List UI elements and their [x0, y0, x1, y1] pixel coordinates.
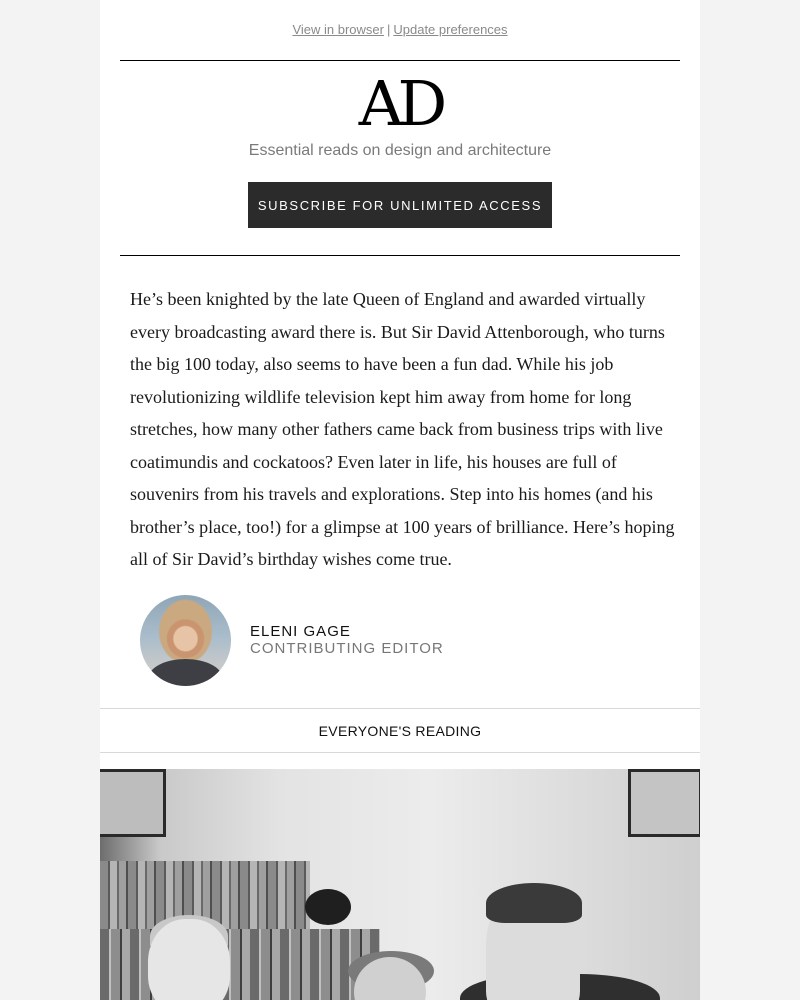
- author-role: CONTRIBUTING EDITOR: [250, 640, 444, 657]
- update-preferences-link[interactable]: Update preferences: [393, 22, 508, 37]
- author-avatar: [140, 595, 231, 686]
- section-title: EVERYONE'S READING: [318, 722, 482, 739]
- section-header: [100, 708, 700, 753]
- preheader: [100, 22, 700, 37]
- top-divider: [120, 60, 680, 61]
- tagline: Essential reads on design and architecture: [248, 142, 552, 159]
- subscribe-button[interactable]: SUBSCRIBE FOR UNLIMITED ACCESS: [248, 182, 552, 228]
- article-photo[interactable]: [100, 769, 700, 1000]
- author-block: [140, 595, 660, 687]
- intro-paragraph: He’s been knighted by the late Queen of England and awarded virtually every broadcasting award there is. But Sir David Attenborough, who turns the big 100 today, also seems to have been a fun dad. While his job revolutionizing wildlife television kept him away from home for long stretches, how many other fathers came back from business trips with live coatimundis and cockatoos? Even later in life, his houses are full of souvenirs from his travels and explorations. Step into his homes (and his brother’s place, too!) for a glimpse at 100 years of brilliance. Here’s hoping all of Sir David’s birthday wishes come true.: [130, 289, 675, 569]
- email-container: [100, 0, 700, 1000]
- ad-logo[interactable]: AD: [358, 67, 442, 140]
- view-in-browser-link[interactable]: View in browser: [292, 22, 384, 37]
- preheader-separator: |: [386, 22, 391, 37]
- author-name: ELENI GAGE: [250, 623, 351, 640]
- header-divider: [120, 255, 680, 256]
